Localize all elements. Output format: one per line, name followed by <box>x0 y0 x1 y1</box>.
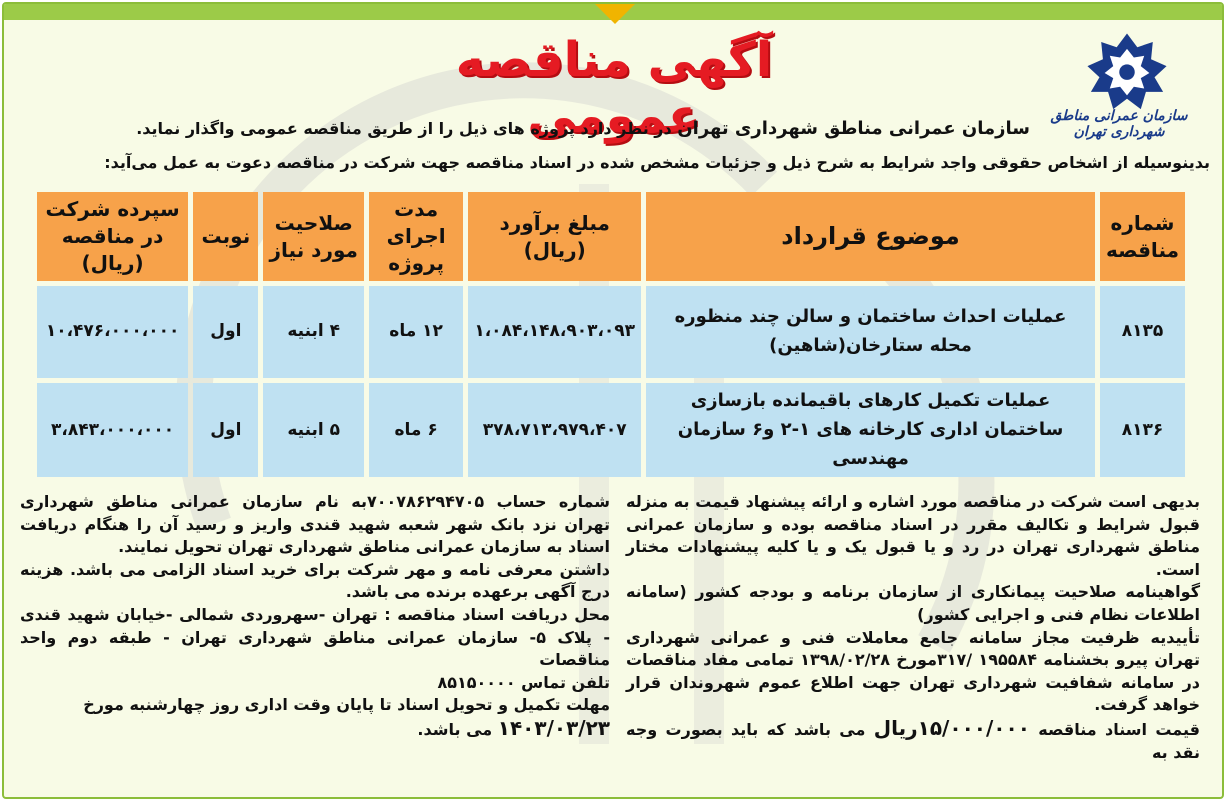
organization-logo-icon <box>1084 30 1170 116</box>
ad-title: آگهی مناقصه عمومی <box>455 32 773 144</box>
header-number: شماره مناقصه <box>1100 192 1185 281</box>
cell-deposit: ۳،۸۴۳،۰۰۰،۰۰۰ <box>37 383 188 477</box>
condition-paragraph: تلفن تماس ۸۵۱۵۰۰۰۰ <box>437 672 610 692</box>
cell-subject: عملیات تکمیل کارهای باقیمانده بازسازی ساختمان اداری کارخانه های ۱-۲ و۶ سازمان مهندسی <box>646 383 1095 477</box>
condition-paragraph: بدیهی است شرکت در مناقصه مورد اشاره و ارائه پیشنهاد قیمت به منزله قبول شرایط و تکالیف مقرر در اسناد مناقصه بوده و سازمان عمرانی مناطق شهرداری تهران در رد و یا قبول یک و یا کلیه پیشنهادات مختار است. <box>626 492 1200 579</box>
header-duration: مدت اجرای پروژه <box>369 192 463 281</box>
intro-organization: سازمان عمرانی مناطق شهرداری تهران <box>677 118 1030 139</box>
deadline-suffix: می باشد. <box>417 719 493 739</box>
table-row <box>37 286 1185 378</box>
account-prefix: شماره حساب <box>496 492 611 511</box>
cell-round: اول <box>193 383 258 477</box>
condition-paragraph: محل دریافت اسناد مناقصه : تهران -سهروردی شمالی -خیابان شهید قندی - پلاک ۵- سازمان عمرانی مناطق شهرداری تهران - طبقه دوم واحد مناقصات <box>20 604 610 670</box>
document-price-prefix: قیمت اسناد مناقصه <box>1038 719 1200 739</box>
cell-deposit: ۱۰،۴۷۶،۰۰۰،۰۰۰ <box>37 286 188 378</box>
condition-paragraph: تأییدیه ظرفیت مجاز سامانه جامع معاملات فنی و عمرانی شهرداری تهران پیرو بخشنامه ۱۹۵۵۸۴ /۳۱۷مورخ ۱۳۹۸/۰۲/۲۸ تمامی مفاد مناقصات در سامانه شفافیت شهرداری تهران جهت اطلاع عموم شهروندان قرار خواهد گرفت. <box>626 627 1200 715</box>
header-deposit: سپرده شرکت در مناقصه (ریال) <box>37 192 188 281</box>
conditions-column-right <box>626 491 1200 764</box>
header-qualification: صلاحیت مورد نیاز <box>263 192 363 281</box>
advertisement-frame <box>2 2 1224 799</box>
cell-qualification: ۵ ابنیه <box>263 383 363 477</box>
cell-subject: عملیات احداث ساختمان و سالن چند منظوره محله ستارخان(شاهین) <box>646 286 1095 378</box>
intro-line-1-text: در نظر دارد پروژه های ذیل را از طریق مناقصه عمومی واگذار نماید. <box>136 119 672 138</box>
cell-estimate: ۱،۰۸۴،۱۴۸،۹۰۳،۰۹۳ <box>468 286 641 378</box>
intro-line-2: بدینوسیله از اشخاص حقوقی واجد شرایط به شرح ذیل و جزئیات مشخص شده در اسناد مناقصه جهت شرکت در مناقصه دعوت به عمل می‌آید: <box>104 153 1210 172</box>
condition-paragraph <box>20 717 610 742</box>
condition-paragraph <box>626 717 1200 764</box>
condition-paragraph: گواهینامه صلاحیت پیمانکاری از سازمان برنامه و بودجه کشور (سامانه اطلاعات نظام فنی و اجرایی کشور) <box>626 582 1200 624</box>
header-round: نوبت <box>193 192 258 281</box>
cell-number: ۸۱۳۶ <box>1100 383 1185 477</box>
tender-table <box>32 187 1190 482</box>
table-header-row <box>37 192 1185 281</box>
document-price-suffix: می باشد که باید بصورت وجه نقد به <box>626 719 1200 762</box>
condition-paragraph: داشتن معرفی نامه و مهر شرکت برای خرید اسناد الزامی می باشد. هزینه درج آگهی برعهده برنده می باشد. <box>20 559 610 602</box>
account-number: ۷۰۰۷۸۶۲۹۴۷۰۵ <box>367 492 485 511</box>
deadline-date: ۱۴۰۳/۰۳/۲۳ <box>497 715 610 740</box>
cell-qualification: ۴ ابنیه <box>263 286 363 378</box>
logo-caption: سازمان عمرانی مناطق شهرداری تهران <box>1050 108 1188 140</box>
conditions-column-left <box>20 491 610 742</box>
table-row <box>37 383 1185 477</box>
cell-duration: ۱۲ ماه <box>369 286 463 378</box>
header-subject: موضوع قرارداد <box>646 192 1095 281</box>
condition-paragraph: مهلت تکمیل و تحویل اسناد تا پایان وقت اداری روز چهارشنبه مورخ <box>83 695 610 715</box>
document-price-amount: ۱۵/۰۰۰/۰۰۰ریال <box>873 715 1030 740</box>
top-arrow <box>595 4 635 24</box>
cell-duration: ۶ ماه <box>369 383 463 477</box>
cell-number: ۸۱۳۵ <box>1100 286 1185 378</box>
condition-paragraph <box>20 491 610 559</box>
cell-estimate: ۳۷۸،۷۱۳،۹۷۹،۴۰۷ <box>468 383 641 477</box>
intro-line-1 <box>136 118 1030 139</box>
header-estimate: مبلغ برآورد (ریال) <box>468 192 641 281</box>
cell-round: اول <box>193 286 258 378</box>
account-text: به نام سازمان عمرانی مناطق شهرداری تهران نزد بانک شهر شعبه شهید قندی واریز و رسید آن را هنگام دریافت اسناد به سازمان عمرانی مناطق شهرداری تهران تحویل نمایند. <box>20 492 610 557</box>
